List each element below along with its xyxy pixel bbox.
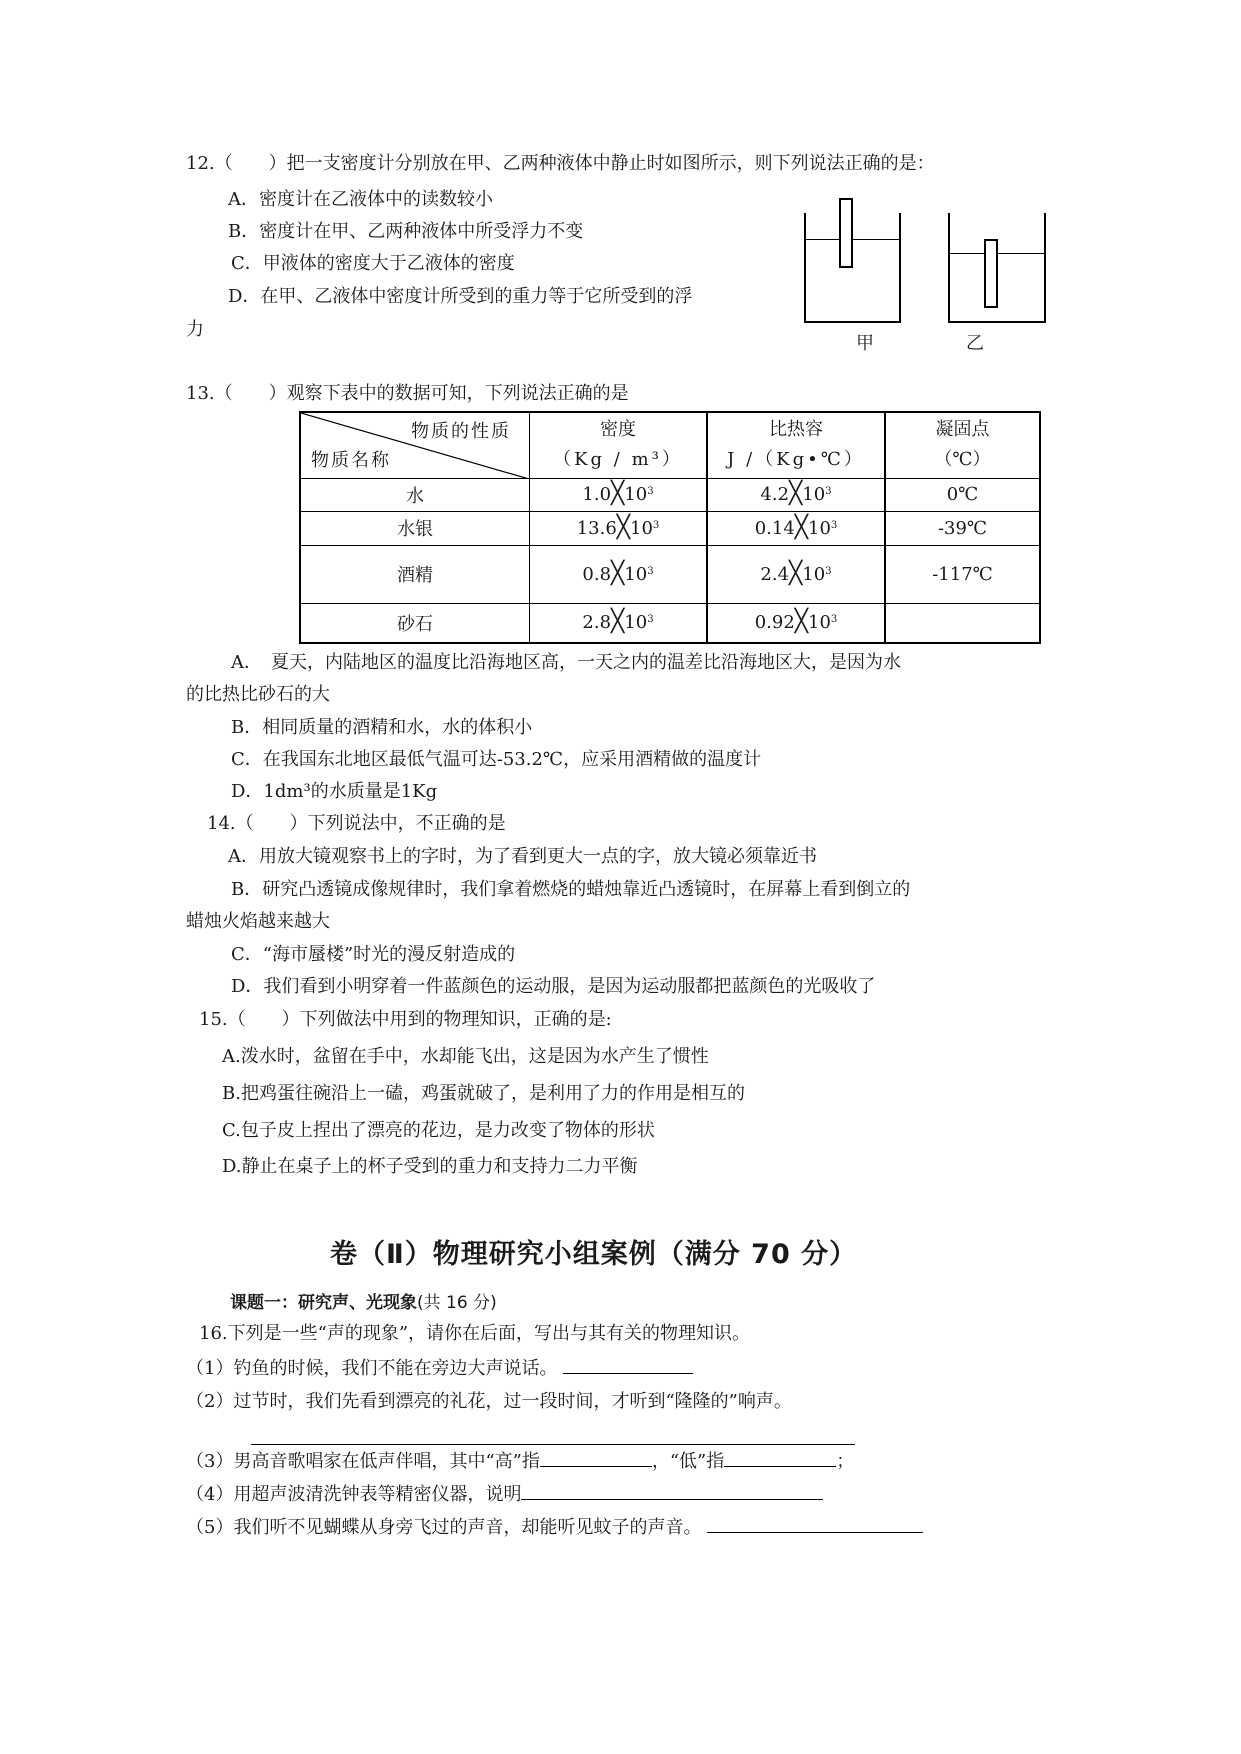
times-sign: ╳ bbox=[789, 560, 803, 586]
q16-item-3-mid: ，“低”指 bbox=[651, 1451, 725, 1472]
row-heat bbox=[707, 511, 885, 545]
q16-item-4-answer-blank[interactable] bbox=[521, 1481, 823, 1500]
heat-value: 4.2 bbox=[760, 484, 790, 505]
times-sign: ╳ bbox=[611, 481, 625, 506]
col-header-heat-name: 比热容 bbox=[769, 419, 823, 441]
exp-base: 10 bbox=[802, 563, 826, 585]
table-row bbox=[300, 478, 1040, 511]
exp-base: 10 bbox=[808, 612, 831, 634]
times-sign: ╳ bbox=[789, 481, 803, 506]
table-row bbox=[300, 511, 1040, 545]
row-heat bbox=[707, 478, 885, 511]
row-density bbox=[530, 478, 708, 511]
density-value: 0.8 bbox=[582, 563, 612, 585]
times-sign: ╳ bbox=[616, 514, 631, 540]
row-name: 酒精 bbox=[300, 545, 530, 603]
q16-item-4 bbox=[186, 1481, 823, 1507]
times-sign: ╳ bbox=[794, 609, 809, 635]
q14-stem: 14.（ ）下列说法中，不正确的是 bbox=[207, 813, 506, 834]
col-header-freeze-name: 凝固点 bbox=[935, 419, 990, 441]
exp-base: 10 bbox=[624, 484, 648, 505]
table-header-row bbox=[300, 412, 1040, 478]
properties-table bbox=[299, 411, 1041, 644]
label-jia: 甲 bbox=[856, 333, 874, 354]
label-yi: 乙 bbox=[966, 333, 984, 354]
q16-item-5-text: （5）我们听不见蝴蝶从身旁飞过的声音，却能听见蚊子的声音。 bbox=[186, 1517, 702, 1538]
exp-base: 10 bbox=[808, 517, 831, 539]
row-heat bbox=[707, 603, 885, 643]
q13-stem: 13.（ ）观察下表中的数据可知，下列说法正确的是 bbox=[186, 383, 629, 404]
row-name: 水 bbox=[300, 478, 530, 511]
col-header-freeze bbox=[885, 412, 1040, 478]
corner-header-bottom: 物质名称 bbox=[311, 449, 391, 471]
row-heat bbox=[707, 545, 885, 603]
q15-option-a: A.泼水时，盆留在手中，水却能飞出，这是因为水产生了惯性 bbox=[222, 1046, 709, 1067]
q14-option-b-wrap: 蜡烛火焰越来越大 bbox=[186, 911, 330, 932]
q13-option-a: A． 夏天，内陆地区的温度比沿海地区高，一天之内的温差比沿海地区大，是因为水 bbox=[231, 652, 901, 673]
exp-power: 3 bbox=[647, 614, 654, 626]
exp-base: 10 bbox=[624, 612, 648, 634]
q13-option-a-wrap: 的比热比砂石的大 bbox=[186, 684, 330, 705]
q16-item-1-text: （1）钓鱼的时候，我们不能在旁边大声说话。 bbox=[186, 1358, 558, 1379]
q14-option-b: B．研究凸透镜成像规律时，我们拿着燃烧的蜡烛靠近凸透镜时，在屏幕上看到倒立的 bbox=[231, 879, 911, 900]
q13-option-c: C．在我国东北地区最低气温可达-53.2℃，应采用酒精做的温度计 bbox=[231, 749, 762, 770]
heat-value: 0.14 bbox=[754, 517, 795, 539]
col-header-density-unit: （Kg / m³） bbox=[553, 449, 683, 471]
times-sign: ╳ bbox=[794, 514, 809, 540]
q14-option-c: C．“海市蜃楼”时光的漫反射造成的 bbox=[231, 944, 516, 965]
exp-power: 3 bbox=[647, 565, 654, 577]
row-freeze bbox=[885, 603, 1040, 643]
row-freeze: -117℃ bbox=[885, 545, 1040, 603]
topic-title-bold: 课题一：研究声、光现象 bbox=[230, 1293, 417, 1313]
q16-item-5 bbox=[186, 1514, 923, 1540]
row-freeze: -39℃ bbox=[885, 511, 1040, 545]
exp-base: 10 bbox=[624, 563, 648, 585]
q14-option-d: D．我们看到小明穿着一件蓝颜色的运动服，是因为运动服都把蓝颜色的光吸收了 bbox=[231, 976, 876, 997]
hydrometer-jia bbox=[839, 198, 853, 268]
exp-power: 3 bbox=[652, 519, 660, 531]
q15-option-b: B.把鸡蛋往碗沿上一磕，鸡蛋就破了，是利用了力的作用是相互的 bbox=[222, 1083, 745, 1104]
times-sign: ╳ bbox=[611, 560, 625, 586]
q12-option-c: C．甲液体的密度大于乙液体的密度 bbox=[231, 253, 515, 274]
q16-item-2-answer-blank[interactable] bbox=[251, 1426, 855, 1445]
table-row bbox=[300, 603, 1040, 643]
heat-value: 2.4 bbox=[760, 563, 790, 585]
q15-option-c: C.包子皮上捏出了漂亮的花边，是力改变了物体的形状 bbox=[222, 1120, 655, 1141]
times-sign: ╳ bbox=[611, 609, 625, 635]
exp-power: 3 bbox=[825, 565, 832, 577]
exp-base: 10 bbox=[630, 517, 653, 539]
q16-item-3-answer-blank-low[interactable] bbox=[724, 1448, 836, 1467]
density-value: 2.8 bbox=[582, 612, 612, 634]
exp-power: 3 bbox=[830, 519, 838, 531]
q16-item-2: （2）过节时，我们先看到漂亮的礼花，过一段时间，才听到“隆隆的”响声。 bbox=[186, 1391, 792, 1412]
q16-item-5-answer-blank[interactable] bbox=[707, 1514, 923, 1533]
q12-option-a: A．密度计在乙液体中的读数较小 bbox=[228, 189, 493, 210]
col-header-density-name: 密度 bbox=[600, 419, 636, 441]
q16-item-1 bbox=[186, 1355, 693, 1381]
q16-item-3-text: （3）男高音歌唱家在低声伴唱，其中“高”指 bbox=[186, 1451, 540, 1472]
density-value: 13.6 bbox=[576, 517, 617, 539]
q15-option-d: D.静止在桌子上的杯子受到的重力和支持力二力平衡 bbox=[222, 1156, 638, 1177]
density-value: 1.0 bbox=[582, 484, 612, 505]
q12-option-d: D．在甲、乙液体中密度计所受到的重力等于它所受到的浮 bbox=[228, 286, 693, 307]
q16-item-3 bbox=[186, 1448, 854, 1474]
q15-stem: 15.（ ）下列做法中用到的物理知识，正确的是: bbox=[199, 1009, 612, 1030]
q16-item-4-text: （4）用超声波清洗钟表等精密仪器，说明 bbox=[186, 1484, 522, 1505]
row-density bbox=[530, 511, 708, 545]
q14-option-a: A．用放大镜观察书上的字时，为了看到更大一点的字，放大镜必须靠近书 bbox=[228, 846, 817, 867]
exp-base: 10 bbox=[802, 484, 826, 505]
row-name: 砂石 bbox=[300, 603, 530, 643]
col-header-heat-unit: J /（Kg•℃） bbox=[727, 449, 865, 471]
q16-item-3-end: ； bbox=[836, 1451, 855, 1472]
corner-header-cell bbox=[300, 412, 530, 478]
q13-option-b: B．相同质量的酒精和水，水的体积小 bbox=[231, 717, 533, 738]
q12-option-b: B．密度计在甲、乙两种液体中所受浮力不变 bbox=[228, 221, 584, 242]
row-density bbox=[530, 603, 708, 643]
exp-power: 3 bbox=[825, 486, 832, 497]
exp-power: 3 bbox=[830, 614, 838, 626]
q13-option-d: D．1dm³的水质量是1Kg bbox=[231, 781, 438, 802]
q12-option-d-wrap: 力 bbox=[186, 319, 204, 340]
row-freeze: 0℃ bbox=[885, 478, 1040, 511]
q16-stem: 16.下列是一些“声的现象”，请你在后面，写出与其有关的物理知识。 bbox=[199, 1323, 751, 1344]
col-header-density bbox=[530, 412, 708, 478]
heat-value: 0.92 bbox=[754, 612, 795, 634]
section-title: 卷（Ⅱ）物理研究小组案例（满分 70 分） bbox=[330, 1239, 858, 1270]
corner-header-top: 物质的性质 bbox=[411, 421, 511, 442]
col-header-freeze-unit: （℃） bbox=[934, 449, 991, 471]
q16-item-1-answer-blank[interactable] bbox=[563, 1355, 693, 1374]
q16-item-3-answer-blank-high[interactable] bbox=[540, 1448, 652, 1467]
topic-score: (共 16 分) bbox=[417, 1293, 497, 1313]
q12-stem: 12.（ ）把一支密度计分别放在甲、乙两种液体中静止时如图所示，则下列说法正确的是： bbox=[186, 153, 935, 174]
col-header-heat bbox=[707, 412, 885, 478]
exp-power: 3 bbox=[647, 486, 654, 497]
table-row bbox=[300, 545, 1040, 603]
row-name: 水银 bbox=[300, 511, 530, 545]
row-density bbox=[530, 545, 708, 603]
hydrometer-yi bbox=[984, 239, 998, 308]
topic-title bbox=[230, 1288, 497, 1313]
